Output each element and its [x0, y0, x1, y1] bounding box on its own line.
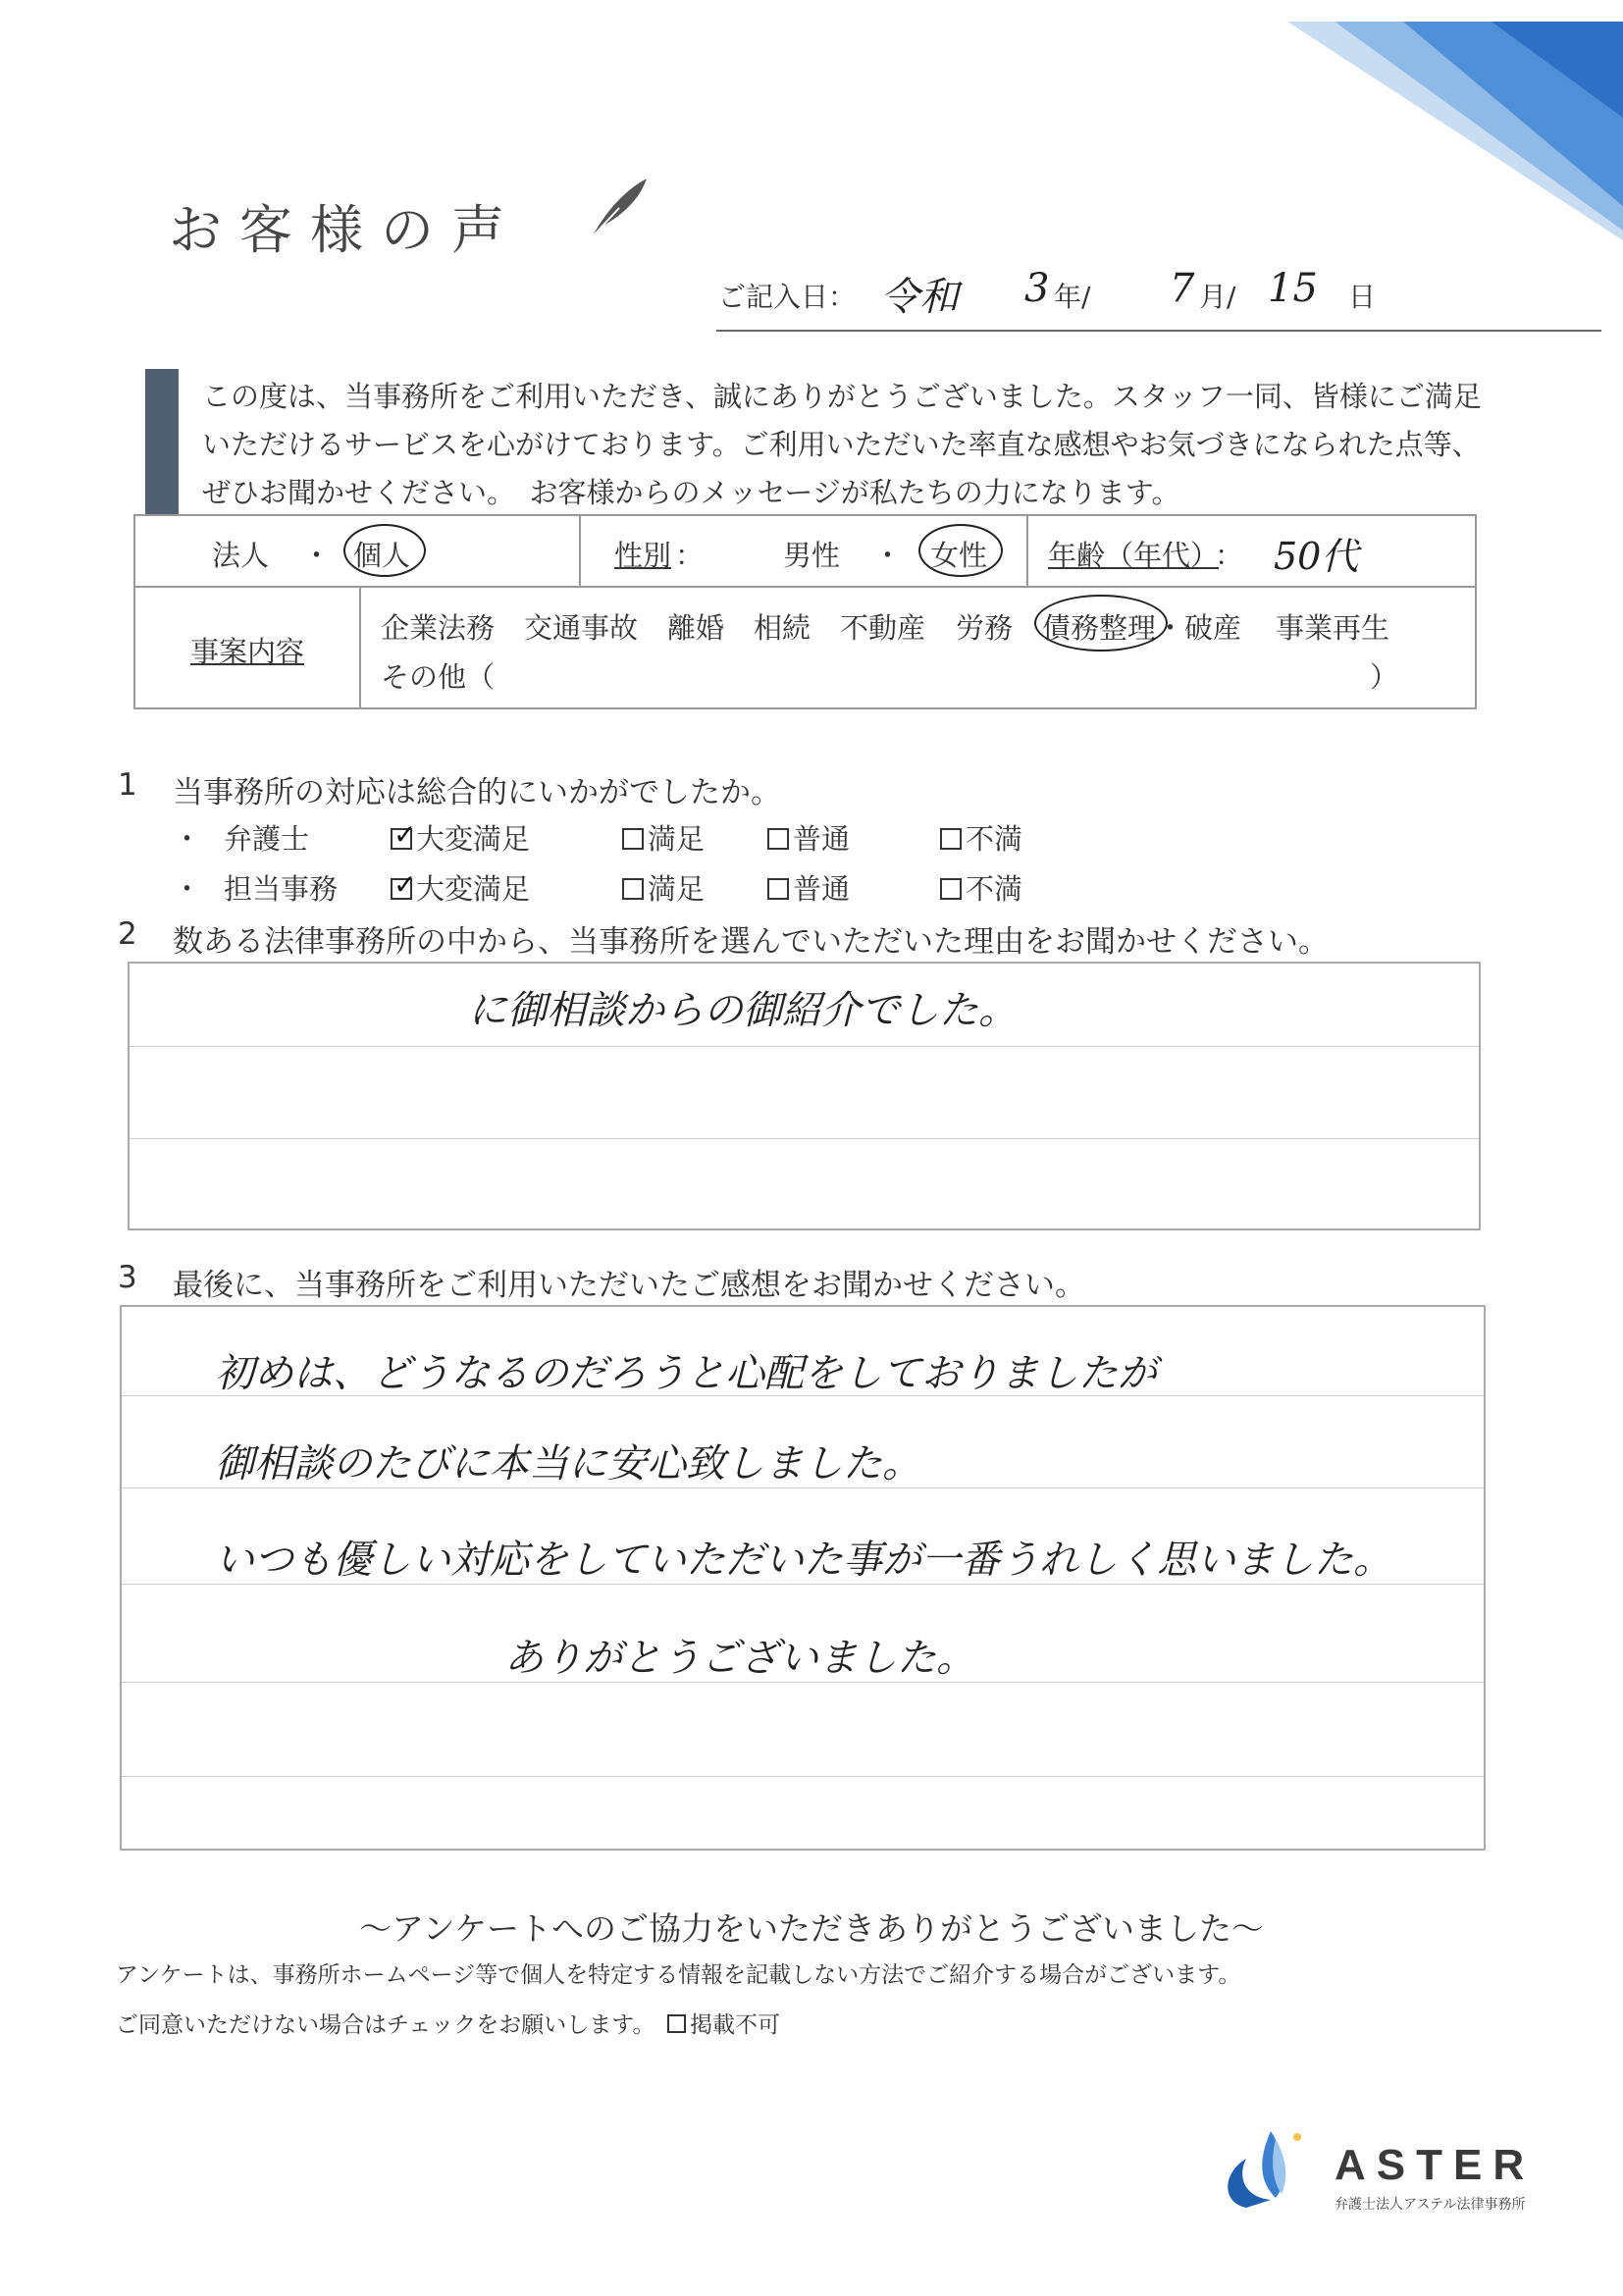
- date-row: [718, 266, 1601, 329]
- checkbox[interactable]: [767, 878, 789, 900]
- option-label: 大変満足: [416, 872, 531, 906]
- gender-colon: ：: [675, 539, 705, 572]
- bullet: ・: [173, 822, 202, 856]
- case-label: 事案内容: [190, 635, 305, 668]
- q3-answer-box[interactable]: [120, 1305, 1486, 1851]
- option-label: 普通: [793, 822, 851, 856]
- q3-answer-line-2: 御相談のたびに本当に安心致しました。: [215, 1441, 921, 1487]
- option-kojin[interactable]: 個人: [353, 539, 411, 572]
- checkbox[interactable]: [940, 878, 962, 900]
- option-label: 普通: [793, 872, 851, 906]
- q2-answer-text: に御相談からの御紹介でした。: [468, 988, 1018, 1033]
- ruled-line: [130, 1046, 1479, 1047]
- checkbox[interactable]: [391, 868, 417, 901]
- disclosure-note: アンケートは、事務所ホームページ等で個人を特定する情報を記載しない方法でご紹介する場合がございます。: [116, 1962, 1241, 1988]
- q1-lawyer-dissatisfied[interactable]: [940, 817, 1022, 858]
- q1-staff-dissatisfied[interactable]: [940, 867, 1022, 908]
- option-male[interactable]: 男性: [783, 539, 841, 572]
- q1-staff-very-satisfied[interactable]: [391, 867, 530, 908]
- ruled-line: [122, 1776, 1484, 1777]
- date-month-unit: 月/: [1199, 281, 1236, 313]
- q1-number: 1: [118, 767, 137, 803]
- checkbox[interactable]: [622, 878, 644, 900]
- q1-row-staff-label: 担当事務: [224, 872, 339, 906]
- q1-staff-normal[interactable]: [767, 867, 850, 908]
- selection-circle: [918, 524, 1003, 577]
- selection-circle: [1034, 595, 1168, 652]
- q3-answer-line-4: ありがとうございました。: [504, 1636, 975, 1681]
- q3-answer-line-3: いつも優しい対応をしていただいた事が一番うれしく思いました。: [215, 1538, 1392, 1583]
- aster-logo-icon: [1217, 2119, 1315, 2218]
- case-type-realestate[interactable]: 不動産: [840, 611, 926, 645]
- profile-table: [133, 514, 1477, 709]
- q1-lawyer-normal[interactable]: [767, 817, 850, 858]
- option-label: 大変満足: [416, 822, 531, 856]
- option-label: 満足: [648, 822, 706, 856]
- date-label: ご記入日：: [718, 281, 857, 313]
- page-title: お客様の声: [169, 199, 522, 261]
- case-type-corporate[interactable]: 企業法務: [381, 611, 496, 645]
- date-month: 7: [1170, 266, 1195, 311]
- checkbox[interactable]: [667, 2014, 686, 2033]
- logo-subtitle: 弁護士法人アステル法律事務所: [1335, 2197, 1526, 2213]
- q3-answer-line-1: 初めは、どうなるのだろうと心配をしておりましたが: [215, 1351, 1157, 1396]
- selection-circle: [343, 524, 426, 577]
- option-label: 不満: [966, 872, 1023, 906]
- age-label: 年齢（年代）: [1048, 539, 1220, 572]
- age-value: 50代: [1274, 535, 1359, 578]
- case-type-debt[interactable]: 債務整理・破産: [1042, 611, 1242, 645]
- q3-number: 3: [118, 1260, 137, 1295]
- q1-staff-satisfied[interactable]: [622, 867, 705, 908]
- q1-row-lawyer-label: 弁護士: [224, 822, 310, 856]
- corner-decoration: [1276, 0, 1623, 240]
- thanks-message: ～アンケートへのご協力をいただきありがとうございました～: [358, 1909, 1265, 1948]
- intro-line-2: いただけるサービスを心がけております。ご利用いただいた率直な感想やお気づきになられた点等、: [202, 428, 1481, 461]
- case-type-inheritance[interactable]: 相続: [754, 611, 812, 645]
- optout-checkbox-option[interactable]: [667, 2007, 780, 2039]
- case-type-divorce[interactable]: 離婚: [667, 611, 725, 645]
- check-mark: ✓: [393, 868, 417, 901]
- checkbox[interactable]: [940, 828, 962, 850]
- checkbox[interactable]: [622, 828, 644, 850]
- q2-answer-box[interactable]: [128, 962, 1481, 1230]
- intro-line-1: この度は、当事務所をご利用いただき、誠にありがとうございました。スタッフ一同、皆様にご満足: [202, 380, 1482, 413]
- logo-text: ASTER: [1335, 2141, 1536, 2189]
- separator-dot: ・: [873, 539, 903, 572]
- option-female[interactable]: 女性: [930, 539, 988, 572]
- q1-question: 当事務所の対応は総合的にいかがでしたか。: [173, 775, 781, 810]
- date-year-unit: 年/: [1054, 281, 1091, 313]
- option-houjin[interactable]: 法人: [212, 539, 270, 572]
- table-divider: [135, 586, 1475, 588]
- date-day-unit: 日: [1348, 281, 1377, 313]
- table-divider: [579, 516, 581, 586]
- q1-lawyer-very-satisfied[interactable]: [391, 817, 530, 858]
- q3-question: 最後に、当事務所をご利用いただいたご感想をお聞かせください。: [173, 1268, 1085, 1303]
- table-divider: [1026, 516, 1028, 586]
- option-label: 満足: [648, 872, 706, 906]
- table-divider: [359, 586, 361, 707]
- check-mark: ✓: [393, 818, 417, 851]
- intro-line-3: ぜひお聞かせください。 お客様からのメッセージが私たちの力になります。: [202, 476, 1180, 509]
- bullet: ・: [173, 872, 202, 906]
- separator-dot: ・: [302, 539, 332, 572]
- checkbox[interactable]: [391, 818, 417, 851]
- optout-label: 掲載不可: [690, 2012, 780, 2038]
- option-label: 不満: [966, 822, 1023, 856]
- q2-number: 2: [118, 916, 137, 952]
- date-underline: [716, 330, 1601, 332]
- gender-label: 性別: [614, 539, 672, 572]
- date-era: 令和: [880, 275, 959, 320]
- q2-question: 数ある法律事務所の中から、当事務所を選んでいただいた理由をお聞かせください。: [173, 924, 1329, 960]
- age-colon: ：: [1215, 539, 1244, 572]
- date-year: 3: [1024, 266, 1050, 311]
- case-type-traffic[interactable]: 交通事故: [524, 611, 639, 645]
- q1-lawyer-satisfied[interactable]: [622, 817, 705, 858]
- intro-accent-bar: [145, 369, 179, 514]
- quill-icon: [584, 173, 653, 241]
- checkbox[interactable]: [767, 828, 789, 850]
- case-other-label: その他（: [381, 660, 496, 694]
- consent-note: ご同意いただけない場合はチェックをお願いします。: [116, 2012, 655, 2038]
- ruled-line: [130, 1138, 1479, 1139]
- case-other-close: ）: [1370, 660, 1399, 694]
- date-day: 15: [1268, 266, 1318, 311]
- case-type-labor[interactable]: 労務: [956, 611, 1014, 645]
- case-type-restructuring[interactable]: 事業再生: [1276, 611, 1390, 645]
